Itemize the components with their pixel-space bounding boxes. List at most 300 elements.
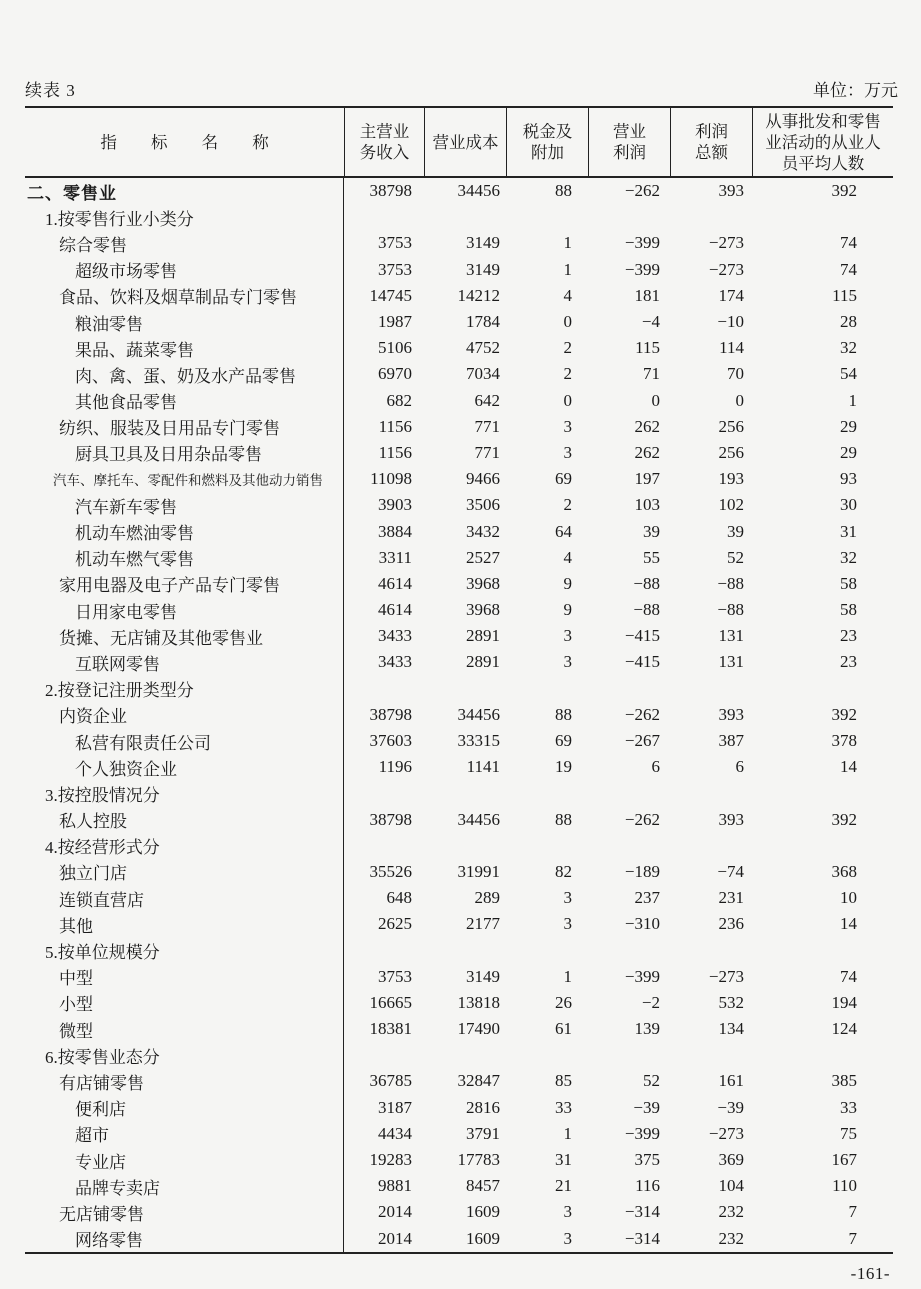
cell-operating_cost: 1609 <box>466 1202 500 1222</box>
cell-operating_profit: 39 <box>643 521 660 541</box>
cell-operating_cost: 1141 <box>466 757 500 777</box>
cell-total_profit: −74 <box>717 861 744 881</box>
cell-total_profit: 104 <box>718 1176 744 1196</box>
table-row <box>25 728 893 754</box>
cell-taxes_surcharges: 0 <box>563 312 572 332</box>
cell-taxes_surcharges: 0 <box>563 390 572 410</box>
table-row <box>25 990 893 1016</box>
cell-main_revenue: 1196 <box>378 757 412 777</box>
cell-operating_cost: 4752 <box>466 338 500 358</box>
cell-total_profit: 114 <box>719 338 744 358</box>
cell-taxes_surcharges: 21 <box>555 1176 572 1196</box>
table-row <box>25 335 893 361</box>
column-header-avg_employees: 从事批发和零售 业活动的从业人 员平均人数 <box>752 108 893 176</box>
row-label: 连锁直营店 <box>25 885 344 911</box>
cell-avg_employees: 58 <box>840 600 857 620</box>
table-body <box>25 178 893 1254</box>
row-label: 果品、蔬菜零售 <box>25 335 344 361</box>
row-label: 货摊、无店铺及其他零售业 <box>25 623 344 649</box>
cell-taxes_surcharges: 19 <box>555 757 572 777</box>
cell-total_profit: 532 <box>718 992 744 1012</box>
table-row <box>25 518 893 544</box>
cell-total_profit: 161 <box>718 1071 744 1091</box>
cell-taxes_surcharges: 64 <box>555 521 572 541</box>
table-row <box>25 754 893 780</box>
table-row <box>25 623 893 649</box>
cell-main_revenue: 2625 <box>378 914 412 934</box>
cell-operating_cost: 31991 <box>457 861 500 881</box>
cell-total_profit: 232 <box>718 1202 744 1222</box>
cell-total_profit: 70 <box>727 364 744 384</box>
row-label: 内资企业 <box>25 702 344 728</box>
row-label: 机动车燃气零售 <box>25 545 344 571</box>
row-label: 网络零售 <box>25 1226 344 1252</box>
table-row <box>25 178 893 204</box>
cell-operating_cost: 34456 <box>457 704 500 724</box>
column-header-operating_cost: 营业成本 <box>424 108 506 176</box>
table-row <box>25 702 893 728</box>
cell-operating_cost: 2177 <box>466 914 500 934</box>
cell-avg_employees: 14 <box>840 757 857 777</box>
cell-operating_profit: −88 <box>633 600 660 620</box>
cell-operating_profit: 115 <box>635 338 660 358</box>
cell-operating_profit: −415 <box>624 626 660 646</box>
cell-total_profit: 174 <box>718 285 744 305</box>
cell-taxes_surcharges: 1 <box>563 966 572 986</box>
column-header-name: 指 标 名 称 <box>100 132 269 152</box>
cell-avg_employees: 74 <box>840 233 857 253</box>
cell-total_profit: −39 <box>717 1097 744 1117</box>
cell-operating_cost: 771 <box>474 416 500 436</box>
cell-taxes_surcharges: 3 <box>563 626 572 646</box>
cell-taxes_surcharges: 9 <box>563 573 572 593</box>
cell-operating_profit: −314 <box>624 1228 660 1248</box>
row-label: 微型 <box>25 1016 344 1042</box>
cell-main_revenue: 3753 <box>378 259 412 279</box>
cell-avg_employees: 14 <box>840 914 857 934</box>
table-row <box>25 283 893 309</box>
cell-operating_profit: 375 <box>634 1150 660 1170</box>
row-label: 独立门店 <box>25 859 344 885</box>
cell-avg_employees: 392 <box>831 704 857 724</box>
cell-operating_profit: 197 <box>634 469 660 489</box>
cell-total_profit: 6 <box>735 757 744 777</box>
cell-avg_employees: 28 <box>840 312 857 332</box>
cell-total_profit: −88 <box>717 573 744 593</box>
cell-avg_employees: 115 <box>832 285 857 305</box>
cell-operating_cost: 17490 <box>457 1019 500 1039</box>
cell-operating_profit: 52 <box>643 1071 660 1091</box>
row-label: 1.按零售行业小类分 <box>25 204 344 230</box>
cell-taxes_surcharges: 69 <box>555 731 572 751</box>
cell-operating_profit: −399 <box>624 259 660 279</box>
table-row <box>25 937 893 963</box>
cell-avg_employees: 58 <box>840 573 857 593</box>
cell-operating_cost: 7034 <box>466 364 500 384</box>
cell-avg_employees: 75 <box>840 1123 857 1143</box>
cell-operating_cost: 2527 <box>466 547 500 567</box>
cell-main_revenue: 6970 <box>378 364 412 384</box>
cell-taxes_surcharges: 33 <box>555 1097 572 1117</box>
cell-operating_profit: 181 <box>634 285 660 305</box>
cell-operating_profit: −39 <box>633 1097 660 1117</box>
cell-operating_profit: −399 <box>624 1123 660 1143</box>
cell-operating_cost: 2891 <box>466 652 500 672</box>
cell-main_revenue: 3753 <box>378 233 412 253</box>
cell-total_profit: 369 <box>718 1150 744 1170</box>
cell-main_revenue: 38798 <box>369 704 412 724</box>
cell-taxes_surcharges: 3 <box>563 442 572 462</box>
table-row <box>25 545 893 571</box>
table-row <box>25 833 893 859</box>
row-label: 专业店 <box>25 1147 344 1173</box>
cell-avg_employees: 29 <box>840 442 857 462</box>
cell-main_revenue: 3433 <box>378 626 412 646</box>
cell-main_revenue: 35526 <box>369 861 412 881</box>
cell-taxes_surcharges: 2 <box>563 364 572 384</box>
cell-operating_profit: 139 <box>634 1019 660 1039</box>
cell-total_profit: 256 <box>718 416 744 436</box>
cell-main_revenue: 648 <box>386 888 412 908</box>
row-label: 二、零售业 <box>25 178 344 204</box>
cell-main_revenue: 1987 <box>378 312 412 332</box>
cell-operating_profit: −399 <box>624 966 660 986</box>
cell-total_profit: −273 <box>708 233 744 253</box>
cell-taxes_surcharges: 2 <box>563 338 572 358</box>
cell-operating_profit: 262 <box>634 416 660 436</box>
cell-operating_cost: 771 <box>474 442 500 462</box>
row-label: 3.按控股情况分 <box>25 780 344 806</box>
cell-operating_cost: 13818 <box>457 992 500 1012</box>
table-row <box>25 466 893 492</box>
row-label: 其他 <box>25 911 344 937</box>
cell-avg_employees: 7 <box>848 1228 857 1248</box>
cell-operating_cost: 14212 <box>457 285 500 305</box>
column-header-operating_profit: 营业 利润 <box>588 108 670 176</box>
table-row <box>25 230 893 256</box>
table-row <box>25 807 893 833</box>
table-row <box>25 361 893 387</box>
cell-main_revenue: 11098 <box>370 469 412 489</box>
table-row <box>25 1173 893 1199</box>
cell-operating_cost: 3506 <box>466 495 500 515</box>
cell-operating_profit: 6 <box>651 757 660 777</box>
table-row <box>25 388 893 414</box>
cell-avg_employees: 7 <box>848 1202 857 1222</box>
table-row <box>25 204 893 230</box>
cell-total_profit: 131 <box>718 652 744 672</box>
cell-operating_profit: −262 <box>624 704 660 724</box>
cell-taxes_surcharges: 1 <box>563 233 572 253</box>
table-row <box>25 1095 893 1121</box>
cell-total_profit: 393 <box>718 181 744 201</box>
row-label: 粮油零售 <box>25 309 344 335</box>
cell-avg_employees: 368 <box>831 861 857 881</box>
row-label: 机动车燃油零售 <box>25 518 344 544</box>
row-label: 互联网零售 <box>25 649 344 675</box>
row-label: 个人独资企业 <box>25 754 344 780</box>
cell-main_revenue: 1156 <box>378 442 412 462</box>
cell-operating_cost: 3968 <box>466 600 500 620</box>
cell-main_revenue: 3433 <box>378 652 412 672</box>
cell-avg_employees: 167 <box>831 1150 857 1170</box>
unit-label: 单位：万元 <box>813 81 898 100</box>
cell-operating_profit: 262 <box>634 442 660 462</box>
cell-avg_employees: 74 <box>840 966 857 986</box>
column-header-main_revenue: 主营业 务收入 <box>344 108 424 176</box>
cell-taxes_surcharges: 26 <box>555 992 572 1012</box>
table-row <box>25 597 893 623</box>
row-label: 汽车新车零售 <box>25 492 344 518</box>
cell-total_profit: 393 <box>718 704 744 724</box>
cell-operating_profit: −267 <box>624 731 660 751</box>
cell-main_revenue: 2014 <box>378 1228 412 1248</box>
cell-total_profit: 387 <box>718 731 744 751</box>
cell-operating_profit: 237 <box>634 888 660 908</box>
cell-total_profit: 232 <box>718 1228 744 1248</box>
cell-taxes_surcharges: 3 <box>563 652 572 672</box>
row-label: 超市 <box>25 1121 344 1147</box>
cell-main_revenue: 2014 <box>378 1202 412 1222</box>
cell-operating_cost: 32847 <box>457 1071 500 1091</box>
table-row <box>25 440 893 466</box>
cell-avg_employees: 32 <box>840 338 857 358</box>
cell-avg_employees: 378 <box>831 731 857 751</box>
row-label: 品牌专卖店 <box>25 1173 344 1199</box>
cell-operating_profit: −262 <box>624 809 660 829</box>
cell-avg_employees: 392 <box>831 181 857 201</box>
cell-main_revenue: 38798 <box>369 809 412 829</box>
cell-taxes_surcharges: 2 <box>563 495 572 515</box>
cell-operating_cost: 34456 <box>457 809 500 829</box>
cell-main_revenue: 3884 <box>378 521 412 541</box>
cell-taxes_surcharges: 82 <box>555 861 572 881</box>
table-row <box>25 911 893 937</box>
cell-operating_profit: 55 <box>643 547 660 567</box>
cell-avg_employees: 392 <box>831 809 857 829</box>
cell-taxes_surcharges: 3 <box>563 416 572 436</box>
table-row <box>25 414 893 440</box>
cell-total_profit: 256 <box>718 442 744 462</box>
cell-operating_profit: −4 <box>641 312 660 332</box>
table-header-row <box>25 106 893 178</box>
cell-avg_employees: 74 <box>840 259 857 279</box>
row-label: 便利店 <box>25 1095 344 1121</box>
cell-main_revenue: 16665 <box>369 992 412 1012</box>
cell-avg_employees: 23 <box>840 626 857 646</box>
cell-operating_profit: −415 <box>624 652 660 672</box>
retail-statistics-table <box>25 106 893 1254</box>
cell-main_revenue: 5106 <box>378 338 412 358</box>
row-label: 综合零售 <box>25 230 344 256</box>
cell-avg_employees: 23 <box>840 652 857 672</box>
row-label: 日用家电零售 <box>25 597 344 623</box>
cell-taxes_surcharges: 85 <box>555 1071 572 1091</box>
cell-total_profit: 102 <box>718 495 744 515</box>
row-label: 家用电器及电子产品专门零售 <box>25 571 344 597</box>
cell-avg_employees: 32 <box>840 547 857 567</box>
cell-total_profit: 393 <box>718 809 744 829</box>
row-label: 其他食品零售 <box>25 388 344 414</box>
cell-taxes_surcharges: 4 <box>563 285 572 305</box>
cell-avg_employees: 54 <box>840 364 857 384</box>
cell-total_profit: −88 <box>717 600 744 620</box>
cell-main_revenue: 37603 <box>369 731 412 751</box>
cell-operating_profit: 116 <box>635 1176 660 1196</box>
cell-total_profit: 236 <box>718 914 744 934</box>
table-row <box>25 676 893 702</box>
row-label: 超级市场零售 <box>25 257 344 283</box>
table-row <box>25 1226 893 1252</box>
cell-taxes_surcharges: 3 <box>563 1202 572 1222</box>
table-row <box>25 859 893 885</box>
cell-operating_profit: −88 <box>633 573 660 593</box>
row-label: 2.按登记注册类型分 <box>25 676 344 702</box>
table-row <box>25 257 893 283</box>
cell-operating_cost: 2816 <box>466 1097 500 1117</box>
cell-taxes_surcharges: 88 <box>555 704 572 724</box>
cell-total_profit: 231 <box>718 888 744 908</box>
cell-operating_profit: −189 <box>624 861 660 881</box>
cell-operating_profit: −314 <box>624 1202 660 1222</box>
page-number: -161- <box>850 1264 890 1283</box>
cell-main_revenue: 4614 <box>378 600 412 620</box>
cell-operating_profit: −399 <box>624 233 660 253</box>
column-header-taxes_surcharges: 税金及 附加 <box>506 108 588 176</box>
cell-operating_cost: 3149 <box>466 233 500 253</box>
cell-total_profit: 39 <box>727 521 744 541</box>
cell-main_revenue: 682 <box>386 390 412 410</box>
cell-taxes_surcharges: 1 <box>563 259 572 279</box>
table-row <box>25 1068 893 1094</box>
cell-taxes_surcharges: 9 <box>563 600 572 620</box>
cell-taxes_surcharges: 61 <box>555 1019 572 1039</box>
cell-operating_cost: 1609 <box>466 1228 500 1248</box>
cell-avg_employees: 124 <box>831 1019 857 1039</box>
cell-operating_cost: 9466 <box>466 469 500 489</box>
row-label: 肉、禽、蛋、奶及水产品零售 <box>25 361 344 387</box>
cell-avg_employees: 385 <box>831 1071 857 1091</box>
table-row <box>25 492 893 518</box>
row-label: 私营有限责任公司 <box>25 728 344 754</box>
cell-operating_profit: −2 <box>641 992 660 1012</box>
row-label: 食品、饮料及烟草制品专门零售 <box>25 283 344 309</box>
cell-total_profit: −273 <box>708 966 744 986</box>
cell-operating_cost: 1784 <box>466 312 500 332</box>
cell-main_revenue: 14745 <box>369 285 412 305</box>
cell-main_revenue: 36785 <box>369 1071 412 1091</box>
cell-main_revenue: 1156 <box>378 416 412 436</box>
cell-avg_employees: 93 <box>840 469 857 489</box>
cell-taxes_surcharges: 3 <box>563 888 572 908</box>
table-row <box>25 571 893 597</box>
row-label: 汽车、摩托车、零配件和燃料及其他动力销售 <box>25 466 344 492</box>
cell-main_revenue: 4614 <box>378 573 412 593</box>
cell-total_profit: 52 <box>727 547 744 567</box>
cell-operating_cost: 3968 <box>466 573 500 593</box>
table-row <box>25 1199 893 1225</box>
cell-main_revenue: 3753 <box>378 966 412 986</box>
cell-main_revenue: 19283 <box>369 1150 412 1170</box>
cell-operating_cost: 3791 <box>466 1123 500 1143</box>
cell-main_revenue: 18381 <box>369 1019 412 1039</box>
cell-total_profit: 131 <box>718 626 744 646</box>
row-label: 厨具卫具及日用杂品零售 <box>25 440 344 466</box>
cell-main_revenue: 3903 <box>378 495 412 515</box>
table-row <box>25 1147 893 1173</box>
row-label: 中型 <box>25 964 344 990</box>
cell-taxes_surcharges: 88 <box>555 809 572 829</box>
row-label: 无店铺零售 <box>25 1199 344 1225</box>
cell-taxes_surcharges: 69 <box>555 469 572 489</box>
row-label: 6.按零售业态分 <box>25 1042 344 1068</box>
cell-operating_profit: −310 <box>624 914 660 934</box>
table-row <box>25 1016 893 1042</box>
cell-avg_employees: 10 <box>840 888 857 908</box>
row-label: 私人控股 <box>25 807 344 833</box>
table-row <box>25 885 893 911</box>
cell-main_revenue: 9881 <box>378 1176 412 1196</box>
column-header-total_profit: 利润 总额 <box>670 108 752 176</box>
cell-taxes_surcharges: 4 <box>563 547 572 567</box>
cell-total_profit: −10 <box>717 312 744 332</box>
cell-avg_employees: 29 <box>840 416 857 436</box>
cell-operating_cost: 3149 <box>466 966 500 986</box>
table-row <box>25 780 893 806</box>
table-continued-label: 续表 3 <box>25 81 76 100</box>
cell-total_profit: 0 <box>735 390 744 410</box>
cell-taxes_surcharges: 1 <box>563 1123 572 1143</box>
row-label: 4.按经营形式分 <box>25 833 344 859</box>
cell-operating_cost: 17783 <box>457 1150 500 1170</box>
cell-operating_cost: 289 <box>474 888 500 908</box>
cell-total_profit: −273 <box>708 259 744 279</box>
cell-operating_cost: 2891 <box>466 626 500 646</box>
row-label: 小型 <box>25 990 344 1016</box>
cell-operating_cost: 3432 <box>466 521 500 541</box>
cell-main_revenue: 3311 <box>378 547 412 567</box>
cell-operating_cost: 3149 <box>466 259 500 279</box>
cell-avg_employees: 33 <box>840 1097 857 1117</box>
cell-operating_cost: 34456 <box>457 181 500 201</box>
cell-avg_employees: 30 <box>840 495 857 515</box>
cell-operating_cost: 642 <box>474 390 500 410</box>
cell-operating_cost: 8457 <box>466 1176 500 1196</box>
cell-avg_employees: 194 <box>831 992 857 1012</box>
row-label: 纺织、服装及日用品专门零售 <box>25 414 344 440</box>
table-row <box>25 1121 893 1147</box>
table-row <box>25 1042 893 1068</box>
cell-taxes_surcharges: 88 <box>555 181 572 201</box>
cell-total_profit: 134 <box>718 1019 744 1039</box>
cell-avg_employees: 1 <box>848 390 857 410</box>
cell-main_revenue: 3187 <box>378 1097 412 1117</box>
cell-operating_cost: 33315 <box>457 731 500 751</box>
row-label: 有店铺零售 <box>25 1068 344 1094</box>
cell-main_revenue: 4434 <box>378 1123 412 1143</box>
table-row <box>25 649 893 675</box>
cell-avg_employees: 31 <box>840 521 857 541</box>
cell-avg_employees: 110 <box>832 1176 857 1196</box>
cell-operating_profit: −262 <box>624 181 660 201</box>
cell-taxes_surcharges: 3 <box>563 914 572 934</box>
row-label: 5.按单位规模分 <box>25 937 344 963</box>
cell-main_revenue: 38798 <box>369 181 412 201</box>
cell-total_profit: 193 <box>718 469 744 489</box>
table-row <box>25 964 893 990</box>
cell-taxes_surcharges: 31 <box>555 1150 572 1170</box>
cell-operating_profit: 103 <box>634 495 660 515</box>
